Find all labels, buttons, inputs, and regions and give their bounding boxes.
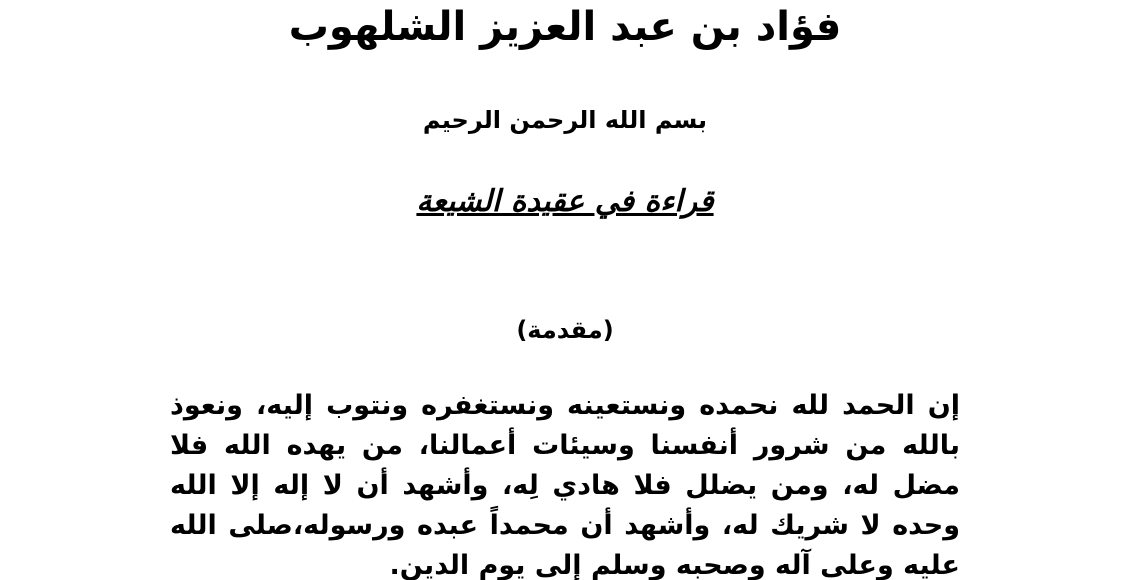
document-title: قراءة في عقيدة الشيعة — [416, 184, 714, 219]
basmala: بسم الله الرحمن الرحيم — [422, 106, 708, 134]
author-name: فؤاد بن عبد العزيز الشلهوب — [288, 4, 842, 50]
section-heading: (مقدمة) — [516, 316, 614, 344]
body-paragraph: إن الحمد لله نحمده ونستعينه ونستغفره ونتوب إليه، ونعوذ بالله من شرور أنفسنا وسيئات أعمالنا، من يهده الله فلا مضل له، ومن يضلل فلا هادي لِه، وأشهد أن لا إله إلا الله وحده لا شريك له، وأشهد أن محمداً عبده ورسوله،صلى الله عليه وعلى آله وصحبه وسلم إلى يوم الدين. — [170, 390, 960, 580]
